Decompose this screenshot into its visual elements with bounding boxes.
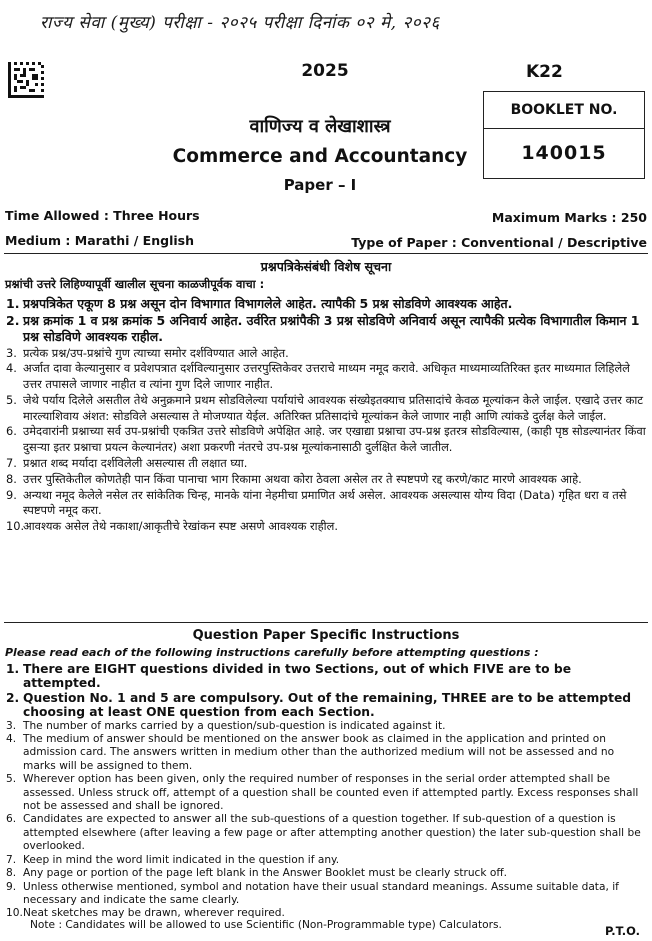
paper-code: K22: [526, 62, 563, 82]
list-item: 7. प्रश्नात शब्द मर्यादा दर्शविलेली असल्यास ती लक्षात घ्या.: [6, 456, 248, 471]
list-item: 10. आवश्यक असेल तेथे नकाशा/आकृतीचे रेखांकन स्पष्ट असणे आवश्यक राहील.: [6, 519, 338, 534]
list-item: 5. जेथे पर्याय दिलेले असतील तेथे अनुक्रमाने प्रथम सोडविलेल्या पर्यायांचे आवश्यक संख्येइतक्याच प्रतिसादांचे केवळ मूल्यांकन केले जाईल. एखादे उत्तर काट मारल्याशिवाय अंशत: सोडविले असल्यास ते मोजण्यात येईल. अतिरिक्त प्रतिसादांचे मूल्यांकन केले जाणार नाही आणि त्यांकडे दुर्लक्ष केले जाईल.: [6, 392, 644, 423]
booklet-box-divider: [484, 128, 644, 129]
list-item: 1. There are EIGHT questions divided in two Sections, out of which FIVE are to be attempted.: [6, 662, 572, 691]
calculator-note: Note : Candidates will be allowed to use Scientific (Non-Programmable type) Calculators.: [30, 919, 502, 931]
list-item: 7. Keep in mind the word limit indicated in the question if any.: [6, 853, 340, 866]
english-instructions-list: [6, 662, 648, 921]
booklet-label: BOOKLET NO.: [510, 102, 618, 118]
medium: Medium : Marathi / English: [5, 233, 194, 248]
marathi-instructions-list: [6, 296, 648, 535]
list-item: 3. प्रत्येक प्रश्न/उप-प्रश्नांचे गुण त्याच्या समोर दर्शविण्यात आले आहेत.: [6, 345, 289, 360]
list-item: 6. उमेदवारांनी प्रश्नाच्या सर्व उप-प्रश्नांची एकत्रित उत्तरे सोडविणे अपेक्षित आहे. जर एखाद्या प्रश्नाचा उप-प्रश्न इतरत्र सोडविल्यास, (काही पृष्ठ सोडल्यानंतर किंवा दुसऱ्या इतर प्रश्नाचा प्रयत्न केल्यानंतर) अशा प्रकरणी नंतरचे उप-प्रश्न मूल्यांकनासाठी दुर्लक्षित केले जातील.: [6, 424, 646, 455]
type-of-paper: Type of Paper : Conventional / Descriptive: [351, 235, 647, 250]
subject-title-english: Commerce and Accountancy: [172, 146, 468, 167]
handwritten-exam-date-note: राज्य सेवा (मुख्य) परीक्षा - २०२५ परीक्षा दिनांक ०२ मे, २०२६: [40, 13, 440, 33]
pto-label: P.T.O.: [604, 924, 640, 938]
subject-title-marathi: वाणिज्य व लेखाशास्त्र: [249, 116, 391, 137]
list-item: 4. अर्जात दावा केल्यानुसार व प्रवेशपत्रात दर्शविल्यानुसार उत्तरपुस्तिकेवर उत्तराचे माध्यम नमूद करावे. अधिकृत माध्यमाव्यतिरिक्त इतर माध्यमात लिहिलेले उत्तर तपासले जाणार नाहीत व त्यांना गुण दिले जाणार नाहीत.: [6, 361, 630, 392]
english-instructions-intro: Please read each of the following instructions carefully before attempting questions :: [5, 646, 539, 659]
list-item: 9. Unless otherwise mentioned, symbol and notation have their usual standard meanings. Assume suitable data, if necessary and indicate the same clearly.: [6, 880, 619, 906]
list-item: 5. Wherever option has been given, only the required number of responses in the serial order attempted shall be assessed. Unless struck off, attempt of a question shall be counted even if attempted partly. Excess responses shall not be assessed and shall be ignored.: [6, 773, 639, 813]
qr-code-icon: [8, 62, 44, 98]
time-allowed: Time Allowed : Three Hours: [5, 208, 200, 223]
list-item: 2. प्रश्न क्रमांक 1 व प्रश्न क्रमांक 5 अनिवार्य आहेत. उर्वरित प्रश्नांपैकी 3 प्रश्न सोडविणे अनिवार्य असून त्यापैकी प्रत्येक विभागातील किमान 1 प्रश्न सोडविणे आवश्यक राहील.: [6, 312, 640, 344]
section-divider: [4, 622, 648, 623]
maximum-marks: Maximum Marks : 250: [491, 210, 647, 225]
list-item: 9. अन्यथा नमूद केलेले नसेल तर सांकेतिक चिन्ह, मानके यांना नेहमीचा प्रमाणित अर्थ असेल. आवश्यक असल्यास योग्य विदा (Data) गृहित धरा व तसे स्पष्टपणे नमूद करा.: [6, 487, 627, 518]
list-item: 6. Candidates are expected to answer all the sub-questions of a question together. If sub-question of a question is attempted elsewhere (after leaving a few page or after attempting another question) the later sub-question shall be overlooked.: [6, 813, 641, 853]
list-item: 3. The number of marks carried by a question/sub-question is indicated against it.: [6, 719, 446, 732]
booklet-number-box: [483, 91, 645, 179]
list-item: 4. The medium of answer should be mentioned on the answer book as claimed in the application and printed on admission card. The answers written in medium other than the authorized medium will not be assessed and no marks will be assigned to them.: [6, 733, 615, 772]
marathi-instructions-intro: प्रश्नांची उत्तरे लिहिण्यापूर्वी खालील सूचना काळजीपूर्वक वाचा :: [5, 277, 265, 291]
booklet-number: 140015: [521, 142, 607, 164]
list-item: 1. प्रश्नपत्रिकेत एकूण 8 प्रश्न असून दोन विभागात विभागलेले आहेत. त्यापैकी 5 प्रश्न सोडविणे आवश्यक आहेत.: [6, 296, 513, 311]
section-divider: [4, 253, 648, 254]
paper-number: Paper – I: [283, 176, 357, 194]
marathi-instructions-heading: प्रश्नपत्रिकेसंबंधी विशेष सूचना: [260, 259, 392, 274]
list-item: 8. उत्तर पुस्तिकेतील कोणतेही पान किंवा पानाचा भाग रिकामा अथवा कोरा ठेवला असेल तर ते स्पष्टपणे रद्द करणे/काट मारणे आवश्यक आहे.: [6, 471, 582, 486]
exam-year: 2025: [301, 61, 349, 81]
list-item: 8. Any page or portion of the page left blank in the Answer Booklet must be clearly struck off.: [6, 867, 508, 880]
list-item: 2. Question No. 1 and 5 are compulsory. Out of the remaining, THREE are to be attempted choosing at least ONE question from each Section.: [6, 690, 632, 720]
english-instructions-heading: Question Paper Specific Instructions: [192, 628, 460, 643]
list-item: 10. Neat sketches may be drawn, wherever required.: [6, 907, 285, 920]
